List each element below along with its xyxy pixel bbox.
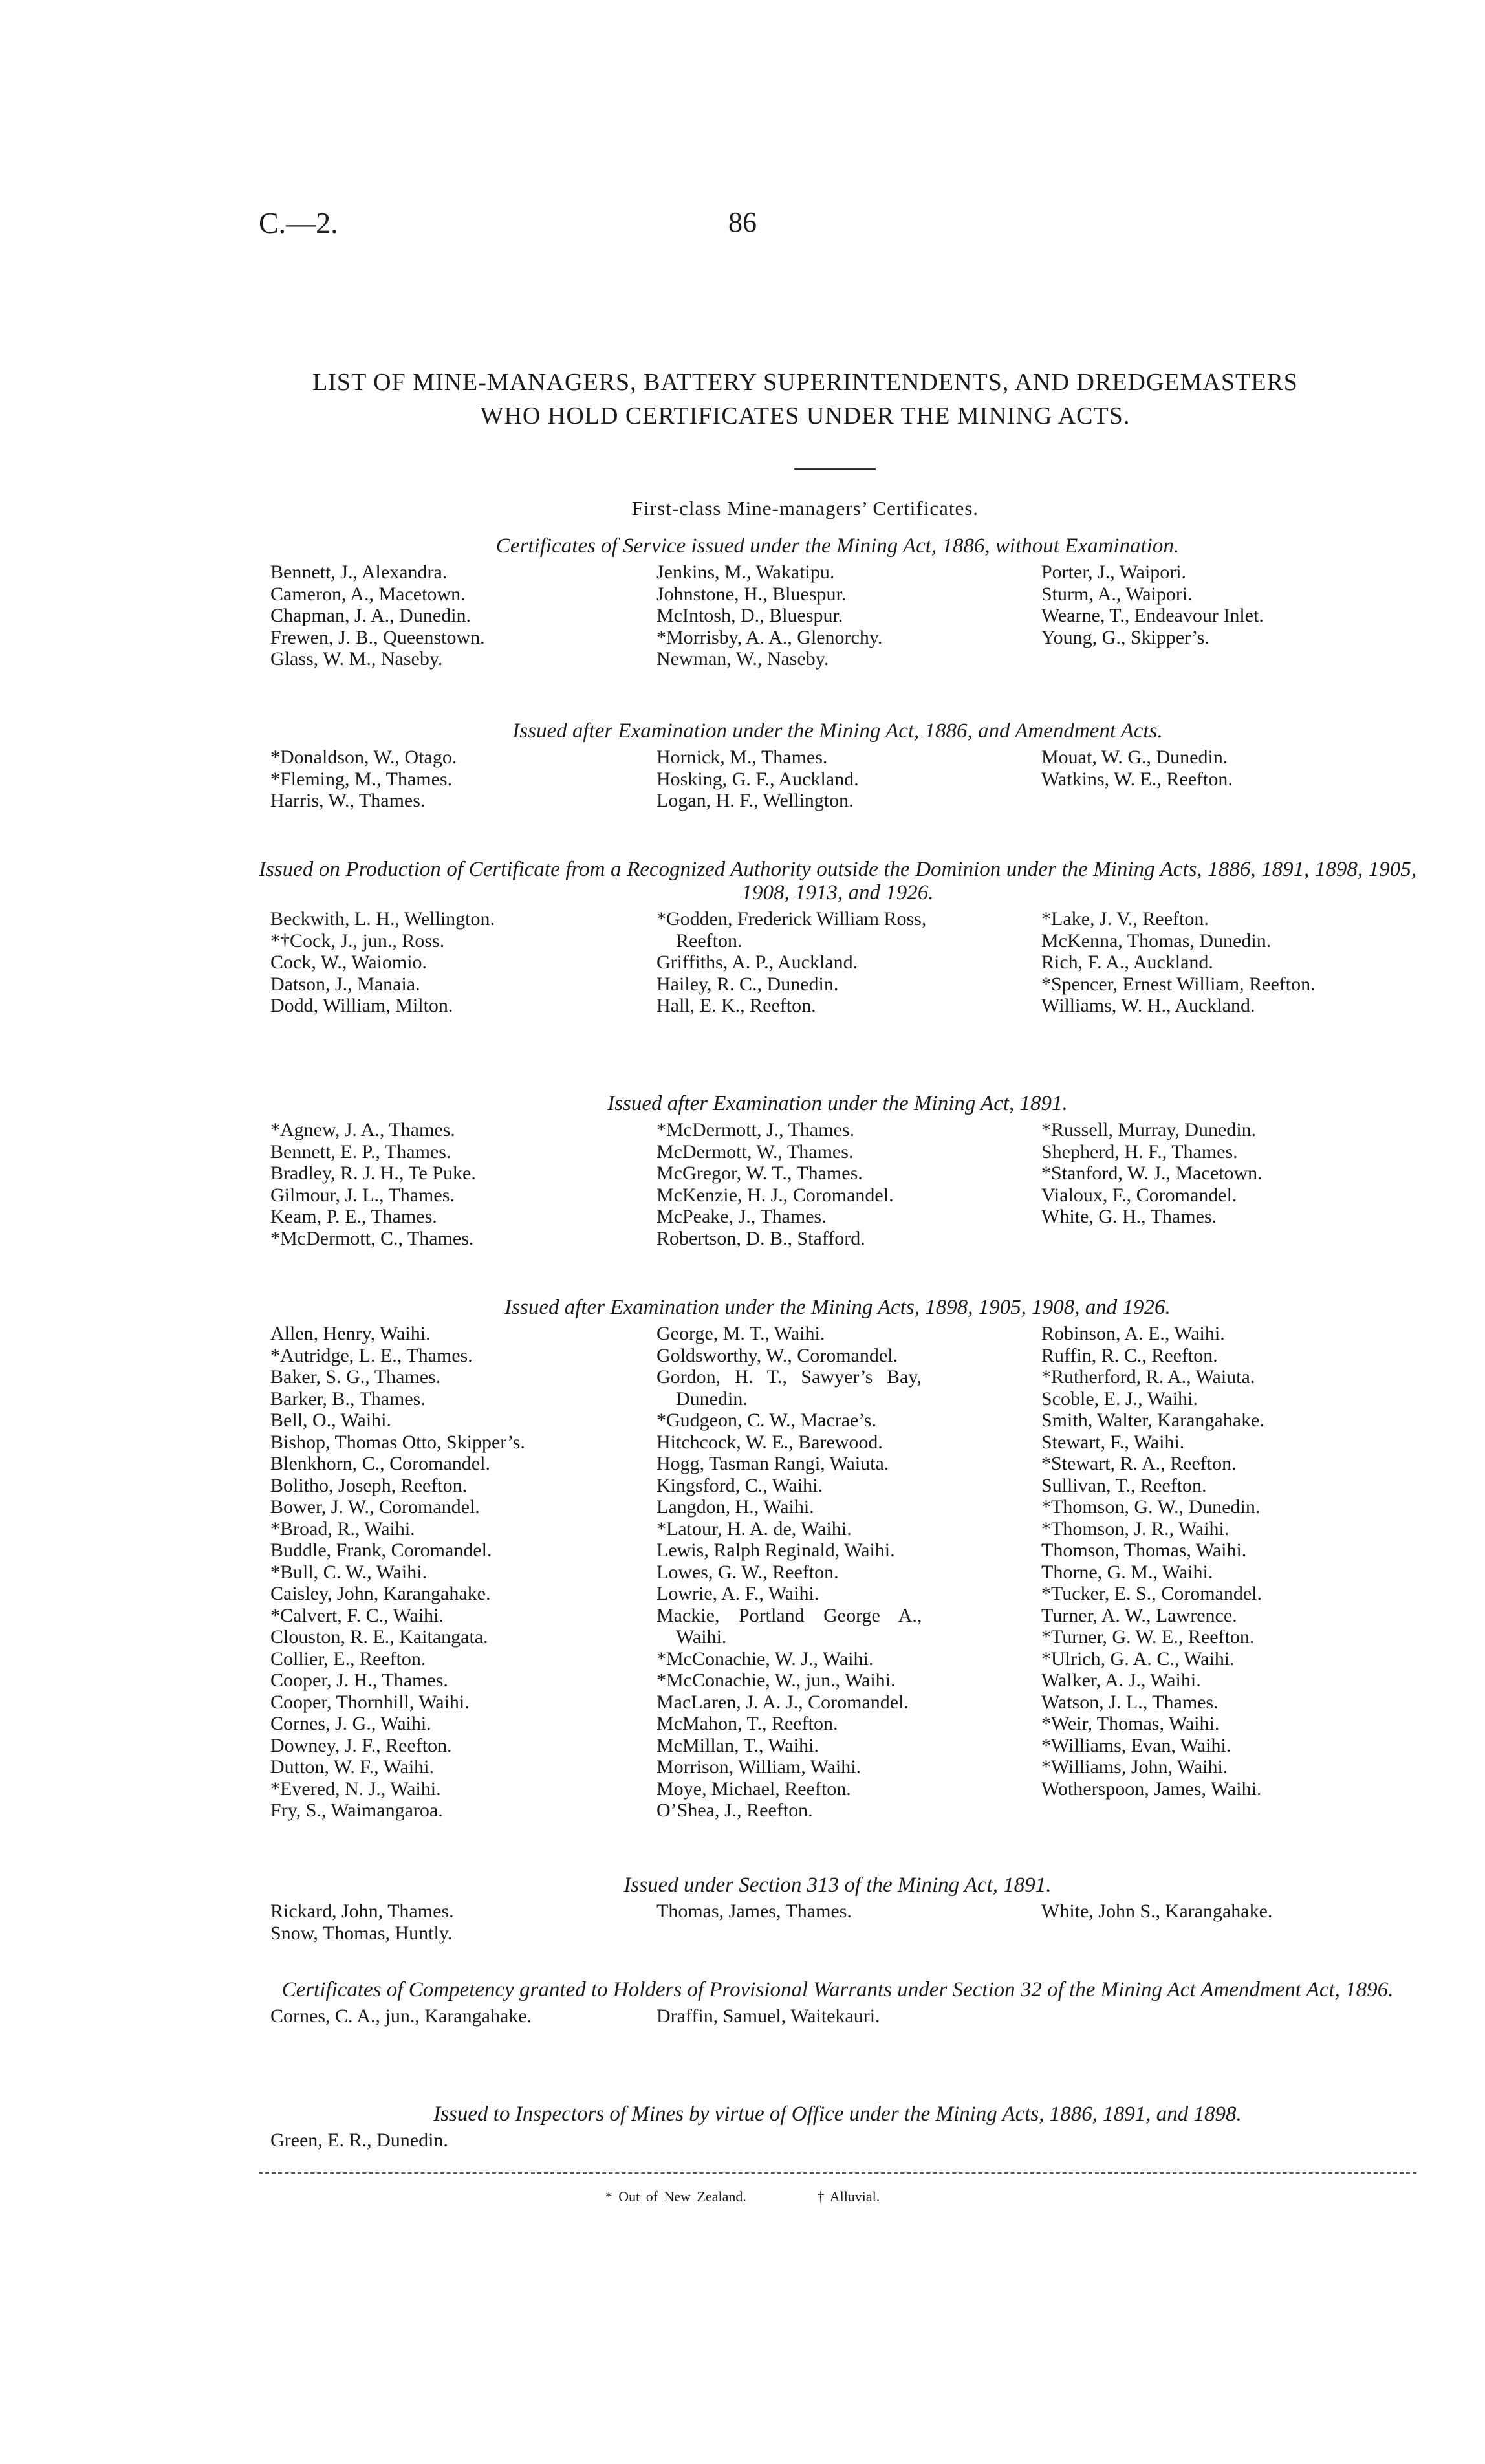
section-heading: Issued after Examination under the Mining Act, 1886, and Amendment Acts. [512,719,1163,743]
list-item: Bower, J. W., Coromandel. [270,1496,480,1518]
list-item: *McConachie, W., jun., Waihi. [656,1670,896,1691]
list-item: McKenna, Thomas, Dunedin. [1041,930,1272,952]
footnote-divider [259,2172,1416,2174]
list-item: Frewen, J. B., Queenstown. [270,626,485,648]
list-item: *Ulrich, G. A. C., Waihi. [1041,1648,1235,1670]
list-item: Bolitho, Joseph, Reefton. [270,1474,468,1496]
list-item: Barker, B., Thames. [270,1388,426,1410]
list-item: *Autridge, L. E., Thames. [270,1344,473,1366]
list-item: Allen, Henry, Waihi. [270,1323,431,1344]
list-item: Cooper, J. H., Thames. [270,1670,448,1691]
list-item: Harris, W., Thames. [270,790,426,811]
section-exam-1886 [259,719,1416,811]
list-item: *Donaldson, W., Otago. [270,747,457,768]
list-item: Griffiths, A. P., Auckland. [656,952,858,973]
list-item: *†Cock, J., jun., Ross. [270,930,445,952]
name-column-2 [656,561,1019,670]
list-item: Watson, J. L., Thames. [1041,1691,1219,1713]
list-item: Scoble, E. J., Waihi. [1041,1388,1198,1410]
title-divider [794,468,876,470]
list-item: McMahon, T., Reefton. [656,1713,838,1734]
list-item: Bennett, J., Alexandra. [270,561,448,583]
list-item: *McConachie, W. J., Waihi. [656,1648,874,1670]
list-item: Cock, W., Waiomio. [270,952,428,973]
list-item: Williams, W. H., Auckland. [1041,995,1255,1016]
list-item: Mouat, W. G., Dunedin. [1041,747,1228,768]
list-item: Lowes, G. W., Reefton. [656,1561,839,1583]
list-item: Hall, E. K., Reefton. [656,995,816,1016]
list-item: Newman, W., Naseby. [656,648,829,670]
list-item: *Spencer, Ernest William, Reefton. [1041,973,1316,995]
list-item: *Morrisby, A. A., Glenorchy. [656,626,883,648]
list-item: Snow, Thomas, Huntly. [270,1922,453,1944]
name-column-2 [656,908,1019,1017]
list-item: *Williams, Evan, Waihi. [1041,1734,1231,1756]
list-item: Datson, J., Manaia. [270,973,420,995]
list-item: Downey, J. F., Reefton. [270,1734,452,1756]
list-item: *Calvert, F. C., Waihi. [270,1604,444,1626]
list-item: Porter, J., Waipori. [1041,561,1187,583]
list-item: White, John S., Karangahake. [1041,1901,1273,1922]
list-item: Glass, W. M., Naseby. [270,648,443,670]
name-column-1 [270,1901,633,1944]
section-exam-1898-1926 [259,1296,1416,1821]
list-item: Bishop, Thomas Otto, Skipper’s. [270,1431,525,1453]
list-item: Morrison, William, Waihi. [656,1756,862,1778]
list-item: Langdon, H., Waihi. [656,1496,814,1518]
page-header [0,206,1485,245]
section-heading: Issued after Examination under the Mining Act, 1891. [607,1092,1068,1115]
document-title [194,365,1416,433]
list-item: Lewis, Ralph Reginald, Waihi. [656,1540,895,1561]
list-item: Bradley, R. J. H., Te Puke. [270,1162,476,1184]
list-item: Robertson, D. B., Stafford. [656,1227,865,1249]
list-item: *Latour, H. A. de, Waihi. [656,1518,852,1540]
list-item: McPeake, J., Thames. [656,1206,827,1227]
section-heading: Certificates of Service issued under the Mining Act, 1886, without Examination. [495,534,1180,558]
section-heading: Issued under Section 313 of the Mining Act, 1891. [623,1873,1052,1897]
section-section-313 [259,1873,1416,1944]
list-item: Thorne, G. M., Waihi. [1041,1561,1213,1583]
list-item: Mackie, Portland George A., [656,1604,922,1626]
section-inspectors [259,2102,1416,2151]
list-item: Wearne, T., Endeavour Inlet. [1041,605,1264,626]
section-heading: Issued on Production of Certificate from a Recognized Authority outside the Dominion under the Mining Acts, 1886, 1891, 1898, 1905, 1908, 1913, and 1926. [259,858,1416,904]
list-item: *Thomson, J. R., Waihi. [1041,1518,1230,1540]
list-item: Fry, S., Waimangaroa. [270,1800,443,1821]
list-item: George, M. T., Waihi. [656,1323,825,1344]
list-item: Young, G., Skipper’s. [1041,626,1209,648]
list-item: Caisley, John, Karangahake. [270,1583,491,1604]
list-item: *Broad, R., Waihi. [270,1518,415,1540]
list-item: Thomson, Thomas, Waihi. [1041,1540,1247,1561]
list-item: Dutton, W. F., Waihi. [270,1756,434,1778]
section-service-1886 [259,534,1416,670]
list-item: Lowrie, A. F., Waihi. [656,1583,819,1604]
name-column-3 [1041,561,1429,648]
list-item: Watkins, W. E., Reefton. [1041,768,1233,790]
document-reference: C.—2. [259,206,338,239]
list-item: Cameron, A., Macetown. [270,583,466,605]
list-item: Ruffin, R. C., Reefton. [1041,1344,1218,1366]
name-column-1 [270,2130,633,2152]
list-item: Robinson, A. E., Waihi. [1041,1323,1225,1344]
name-column-2 [656,2005,1019,2027]
certificate-class-heading: First-class Mine-managers’ Certificates. [631,497,979,519]
list-item: Rich, F. A., Auckland. [1041,952,1213,973]
list-item: McDermott, W., Thames. [656,1140,854,1162]
list-item: *Bull, C. W., Waihi. [270,1561,428,1583]
list-item: *Thomson, G. W., Dunedin. [1041,1496,1261,1518]
list-item: Hogg, Tasman Rangi, Waiuta. [656,1453,889,1474]
list-item: Rickard, John, Thames. [270,1901,454,1922]
list-item: *Rutherford, R. A., Waiuta. [1041,1366,1255,1388]
list-item: *Tucker, E. S., Coromandel. [1041,1583,1263,1604]
list-item: McGregor, W. T., Thames. [656,1162,863,1184]
list-item: Walker, A. J., Waihi. [1041,1670,1201,1691]
name-column-1 [270,1119,633,1249]
list-item: *McDermott, C., Thames. [270,1227,474,1249]
list-item: Goldsworthy, W., Coromandel. [656,1344,898,1366]
page-number: 86 [728,206,757,238]
list-item: Dunedin. [676,1388,748,1410]
list-item: Hornick, M., Thames. [656,747,828,768]
name-column-2 [656,747,1019,812]
section-heading: Certificates of Competency granted to Holders of Provisional Warrants under Section 32 of the Mining Act Amendment Act, 1896. [281,1978,1394,2001]
name-column-1 [270,1323,633,1822]
list-item: Vialoux, F., Coromandel. [1041,1184,1237,1206]
list-item: *Agnew, J. A., Thames. [270,1119,455,1140]
section-heading: Issued after Examination under the Mining Acts, 1898, 1905, 1908, and 1926. [504,1296,1171,1319]
list-item: Sullivan, T., Reefton. [1041,1474,1207,1496]
list-item: Moye, Michael, Reefton. [656,1778,851,1800]
list-item: Hitchcock, W. E., Barewood. [656,1431,883,1453]
list-item: Cornes, C. A., jun., Karangahake. [270,2005,532,2027]
section-heading: Issued to Inspectors of Mines by virtue of Office under the Mining Acts, 1886, 1891, and 1898. [433,2102,1242,2126]
name-column-2 [656,1323,1019,1822]
list-item: *Fleming, M., Thames. [270,768,453,790]
list-item: Green, E. R., Dunedin. [270,2130,448,2151]
section-competency-1896 [259,1978,1416,2027]
list-item: Reefton. [676,930,742,952]
name-column-2 [656,1119,1019,1249]
list-item: Cornes, J. G., Waihi. [270,1713,431,1734]
list-item: *McDermott, J., Thames. [656,1119,855,1140]
list-item: Stewart, F., Waihi. [1041,1431,1185,1453]
section-recognized-authority [259,858,1416,1016]
name-column-1 [270,561,633,670]
list-item: Blenkhorn, C., Coromandel. [270,1453,490,1474]
list-item: *Stewart, R. A., Reefton. [1041,1453,1237,1474]
list-item: Beckwith, L. H., Wellington. [270,908,495,930]
list-item: Kingsford, C., Waihi. [656,1474,823,1496]
name-column-3 [1041,1323,1429,1800]
footnote-alluvial: † Alluvial. [817,2188,880,2205]
list-item: *Stanford, W. J., Macetown. [1041,1162,1263,1184]
footnote-out-of-new-zealand: * Out of New Zealand. [605,2188,746,2205]
list-item: Jenkins, M., Wakatipu. [656,561,835,583]
list-item: Baker, S. G., Thames. [270,1366,441,1388]
list-item: Collier, E., Reefton. [270,1648,426,1670]
list-item: Thomas, James, Thames. [656,1901,852,1922]
list-item: *Lake, J. V., Reefton. [1041,908,1209,930]
list-item: Wotherspoon, James, Waihi. [1041,1778,1262,1800]
title-line-2: WHO HOLD CERTIFICATES UNDER THE MINING ACTS. [480,402,1131,430]
list-item: Logan, H. F., Wellington. [656,790,854,811]
list-item: McKenzie, H. J., Coromandel. [656,1184,894,1206]
list-item: McMillan, T., Waihi. [656,1734,819,1756]
list-item: *Turner, G. W. E., Reefton. [1041,1626,1255,1648]
list-item: *Williams, John, Waihi. [1041,1756,1228,1778]
list-item: Shepherd, H. F., Thames. [1041,1140,1238,1162]
name-column-3 [1041,908,1429,1017]
name-column-2 [656,1901,1019,1923]
list-item: Johnstone, H., Bluespur. [656,583,847,605]
list-item: Turner, A. W., Lawrence. [1041,1604,1237,1626]
list-item: Sturm, A., Waipori. [1041,583,1193,605]
list-item: *Evered, N. J., Waihi. [270,1778,441,1800]
list-item: *Russell, Murray, Dunedin. [1041,1119,1257,1140]
name-column-3 [1041,747,1429,790]
list-item: Waihi. [676,1626,727,1648]
list-item: Bennett, E. P., Thames. [270,1140,451,1162]
list-item: Buddle, Frank, Coromandel. [270,1540,492,1561]
list-item: White, G. H., Thames. [1041,1206,1217,1227]
list-item: Keam, P. E., Thames. [270,1206,437,1227]
list-item: Clouston, R. E., Kaitangata. [270,1626,488,1648]
list-item: Hailey, R. C., Dunedin. [656,973,839,995]
list-item: MacLaren, J. A. J., Coromandel. [656,1691,909,1713]
list-item: O’Shea, J., Reefton. [656,1800,813,1821]
list-item: Hosking, G. F., Auckland. [656,768,859,790]
name-column-1 [270,908,633,1017]
section-exam-1891 [259,1092,1416,1249]
list-item: McIntosh, D., Bluespur. [656,605,843,626]
list-item: Gilmour, J. L., Thames. [270,1184,455,1206]
title-line-1: LIST OF MINE-MANAGERS, BATTERY SUPERINTENDENTS, AND DREDGEMASTERS [312,369,1298,396]
list-item: Gordon, H. T., Sawyer’s Bay, [656,1366,922,1388]
list-item: Chapman, J. A., Dunedin. [270,605,471,626]
list-item: Bell, O., Waihi. [270,1410,392,1431]
list-item: Smith, Walter, Karangahake. [1041,1410,1264,1431]
list-item: *Weir, Thomas, Waihi. [1041,1713,1220,1734]
footnotes [0,2188,1485,2205]
list-item: *Godden, Frederick William Ross, [656,908,927,930]
name-column-1 [270,2005,633,2027]
name-column-3 [1041,1119,1429,1228]
name-column-1 [270,747,633,812]
list-item: Cooper, Thornhill, Waihi. [270,1691,470,1713]
name-column-3 [1041,1901,1429,1923]
list-item: *Gudgeon, C. W., Macrae’s. [656,1410,876,1431]
list-item: Dodd, William, Milton. [270,995,453,1016]
list-item: Draffin, Samuel, Waitekauri. [656,2005,880,2027]
